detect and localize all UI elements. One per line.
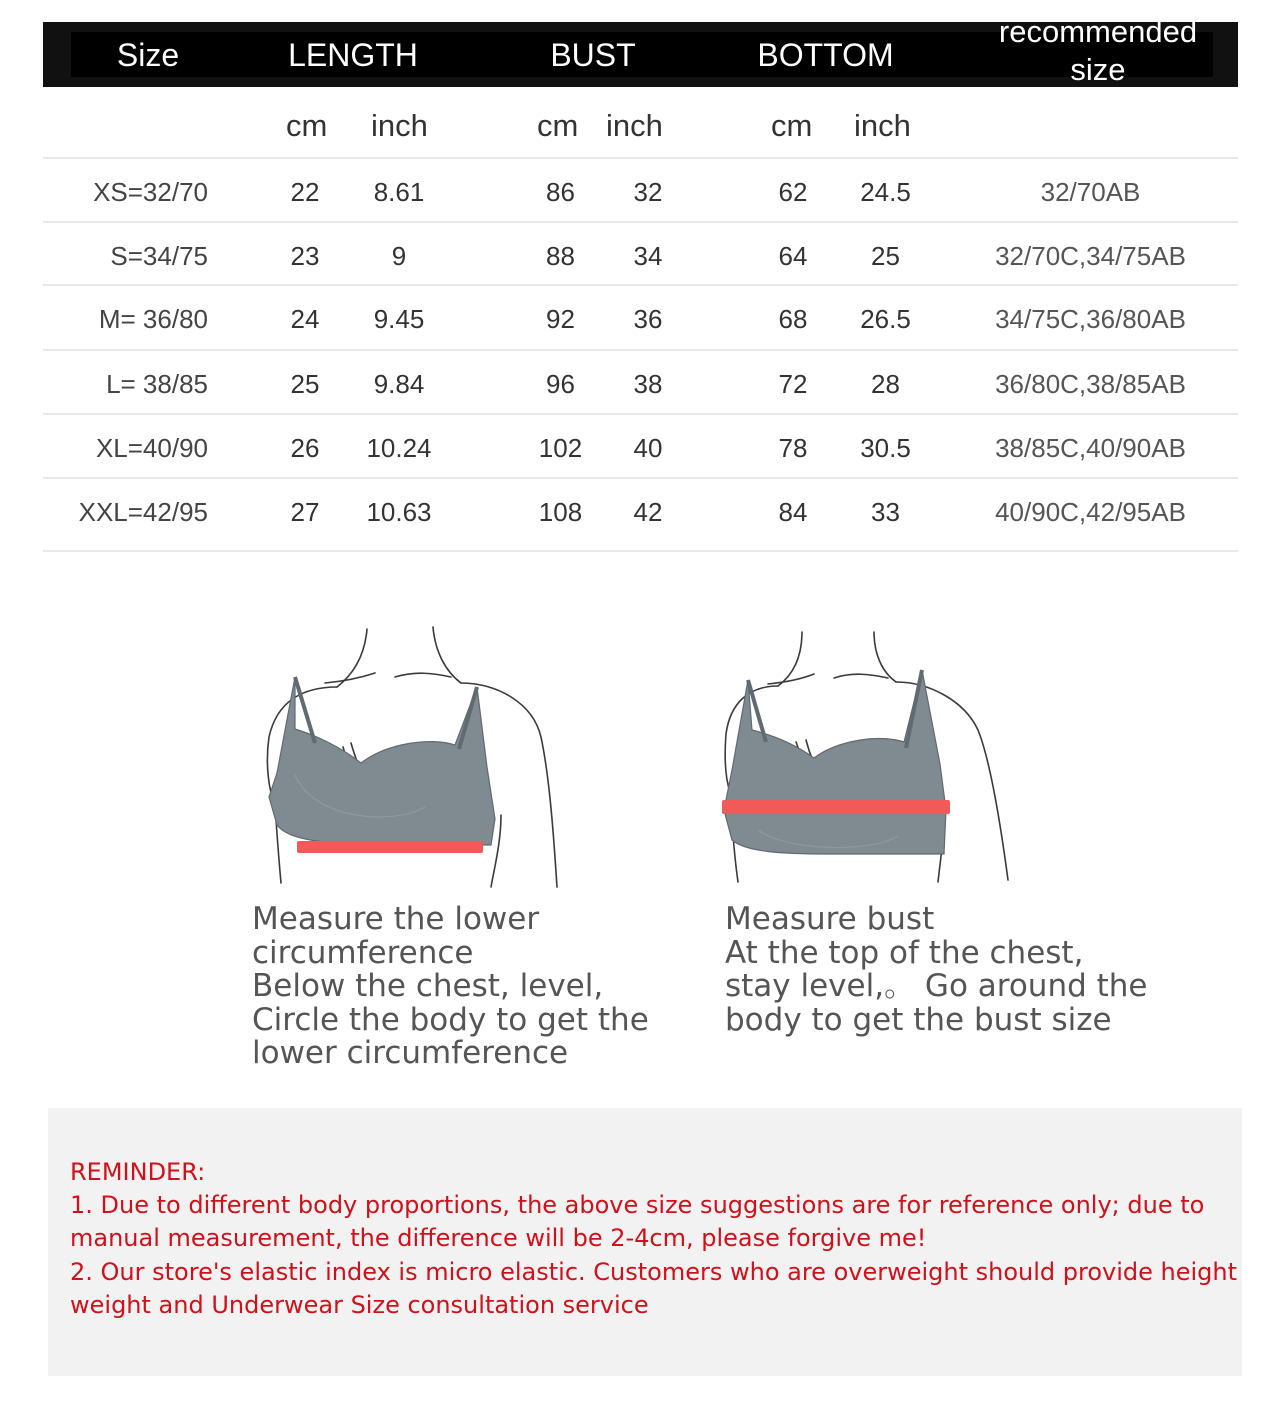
cell-size: XXL=42/95 bbox=[78, 497, 208, 527]
unit-length-inch: inch bbox=[371, 108, 428, 143]
divider bbox=[43, 157, 1238, 159]
cell-length-cm: 27 bbox=[290, 497, 320, 527]
cell-length-inch: 9.84 bbox=[373, 369, 425, 399]
unit-bust-inch: inch bbox=[606, 108, 663, 143]
header-bust: BUST bbox=[550, 37, 636, 73]
table-row bbox=[43, 224, 1238, 288]
header-recommended-line1: recommended bbox=[998, 14, 1198, 49]
cell-bottom-cm: 84 bbox=[778, 497, 808, 527]
unit-bottom-inch: inch bbox=[854, 108, 911, 143]
cell-bust-inch: 32 bbox=[633, 177, 663, 207]
cell-size: L= 38/85 bbox=[106, 369, 208, 399]
cell-bottom-inch: 33 bbox=[871, 497, 900, 527]
cell-bottom-cm: 64 bbox=[778, 241, 808, 271]
divider bbox=[43, 413, 1238, 415]
lower-caption: Measure the lower circumference Below the chest, level, Circle the body to get the lower circumference bbox=[252, 901, 649, 1071]
cell-length-inch: 9.45 bbox=[373, 304, 425, 334]
reminder-box bbox=[48, 1108, 1242, 1376]
cell-bottom-cm: 68 bbox=[778, 304, 808, 334]
cell-bottom-inch: 30.5 bbox=[860, 433, 911, 463]
divider bbox=[43, 477, 1238, 479]
cell-length-inch: 10.63 bbox=[366, 497, 432, 527]
cell-bottom-cm: 72 bbox=[778, 369, 808, 399]
table-row bbox=[43, 416, 1238, 480]
cell-length-cm: 25 bbox=[290, 369, 320, 399]
cell-bust-cm: 88 bbox=[546, 241, 575, 271]
cell-bottom-cm: 62 bbox=[778, 177, 808, 207]
cell-bust-cm: 108 bbox=[538, 497, 583, 527]
unit-bust-cm: cm bbox=[537, 108, 579, 143]
cell-length-cm: 26 bbox=[290, 433, 320, 463]
table-row bbox=[43, 160, 1238, 224]
cell-length-inch: 10.24 bbox=[366, 433, 432, 463]
size-table-header bbox=[43, 14, 1238, 87]
cell-bottom-inch: 25 bbox=[871, 241, 900, 271]
cell-recommended: 40/90C,42/95AB bbox=[995, 497, 1186, 527]
cell-bust-inch: 36 bbox=[633, 304, 663, 334]
bust-caption: Measure bust At the top of the chest, stay level,。 Go around the body to get the bust size bbox=[725, 901, 1148, 1038]
cell-length-inch: 8.61 bbox=[373, 177, 425, 207]
cell-bust-inch: 40 bbox=[633, 433, 663, 463]
reminder-title: REMINDER: bbox=[70, 1158, 206, 1186]
header-size: Size bbox=[116, 37, 180, 73]
table-row bbox=[43, 287, 1238, 351]
table-row bbox=[43, 480, 1238, 544]
cell-bust-cm: 92 bbox=[546, 304, 575, 334]
reminder-line-2: manual measurement, the difference will be 2-4cm, please forgive me! bbox=[70, 1224, 927, 1252]
cell-bottom-inch: 28 bbox=[871, 369, 900, 399]
reminder-line-4: weight and Underwear Size consultation service bbox=[70, 1291, 649, 1319]
cell-bust-inch: 42 bbox=[633, 497, 663, 527]
cell-size: XS=32/70 bbox=[93, 177, 208, 207]
header-length: LENGTH bbox=[288, 37, 418, 73]
divider bbox=[43, 349, 1238, 351]
reminder-line-1: 1. Due to different body proportions, the above size suggestions are for reference only; due to bbox=[70, 1191, 1205, 1219]
cell-recommended: 32/70C,34/75AB bbox=[995, 241, 1186, 271]
cell-recommended: 38/85C,40/90AB bbox=[995, 433, 1186, 463]
table-row bbox=[43, 352, 1238, 416]
bust-illustration bbox=[718, 630, 1018, 885]
cell-length-cm: 22 bbox=[290, 177, 320, 207]
cell-bust-inch: 34 bbox=[633, 241, 663, 271]
cell-length-cm: 24 bbox=[290, 304, 320, 334]
divider bbox=[43, 550, 1238, 552]
cell-bottom-cm: 78 bbox=[778, 433, 808, 463]
cell-size: M= 36/80 bbox=[98, 304, 208, 334]
cell-size: S=34/75 bbox=[110, 241, 208, 271]
cell-recommended: 34/75C,36/80AB bbox=[995, 304, 1186, 334]
cell-recommended: 36/80C,38/85AB bbox=[995, 369, 1186, 399]
cell-recommended: 32/70AB bbox=[1040, 177, 1141, 207]
cell-bust-cm: 102 bbox=[538, 433, 583, 463]
cell-length-cm: 23 bbox=[290, 241, 320, 271]
tape-bust bbox=[722, 800, 950, 814]
unit-row bbox=[43, 88, 1238, 158]
divider bbox=[43, 221, 1238, 223]
divider bbox=[43, 284, 1238, 286]
unit-length-cm: cm bbox=[286, 108, 328, 143]
cell-size: XL=40/90 bbox=[95, 433, 208, 463]
cell-length-inch: 9 bbox=[391, 241, 407, 271]
unit-bottom-cm: cm bbox=[771, 108, 813, 143]
cell-bust-cm: 96 bbox=[546, 369, 575, 399]
header-bottom: BOTTOM bbox=[757, 37, 894, 73]
lower-circumference-illustration bbox=[255, 625, 575, 890]
header-recommended-line2: size bbox=[1070, 52, 1126, 87]
bra-shape bbox=[724, 670, 946, 854]
reminder-line-3: 2. Our store's elastic index is micro elastic. Customers who are overweight should provide height bbox=[70, 1258, 1238, 1286]
cell-bust-cm: 86 bbox=[546, 177, 575, 207]
cell-bottom-inch: 26.5 bbox=[860, 304, 911, 334]
tape-lower bbox=[297, 841, 483, 853]
cell-bust-inch: 38 bbox=[633, 369, 663, 399]
cell-bottom-inch: 24.5 bbox=[860, 177, 911, 207]
